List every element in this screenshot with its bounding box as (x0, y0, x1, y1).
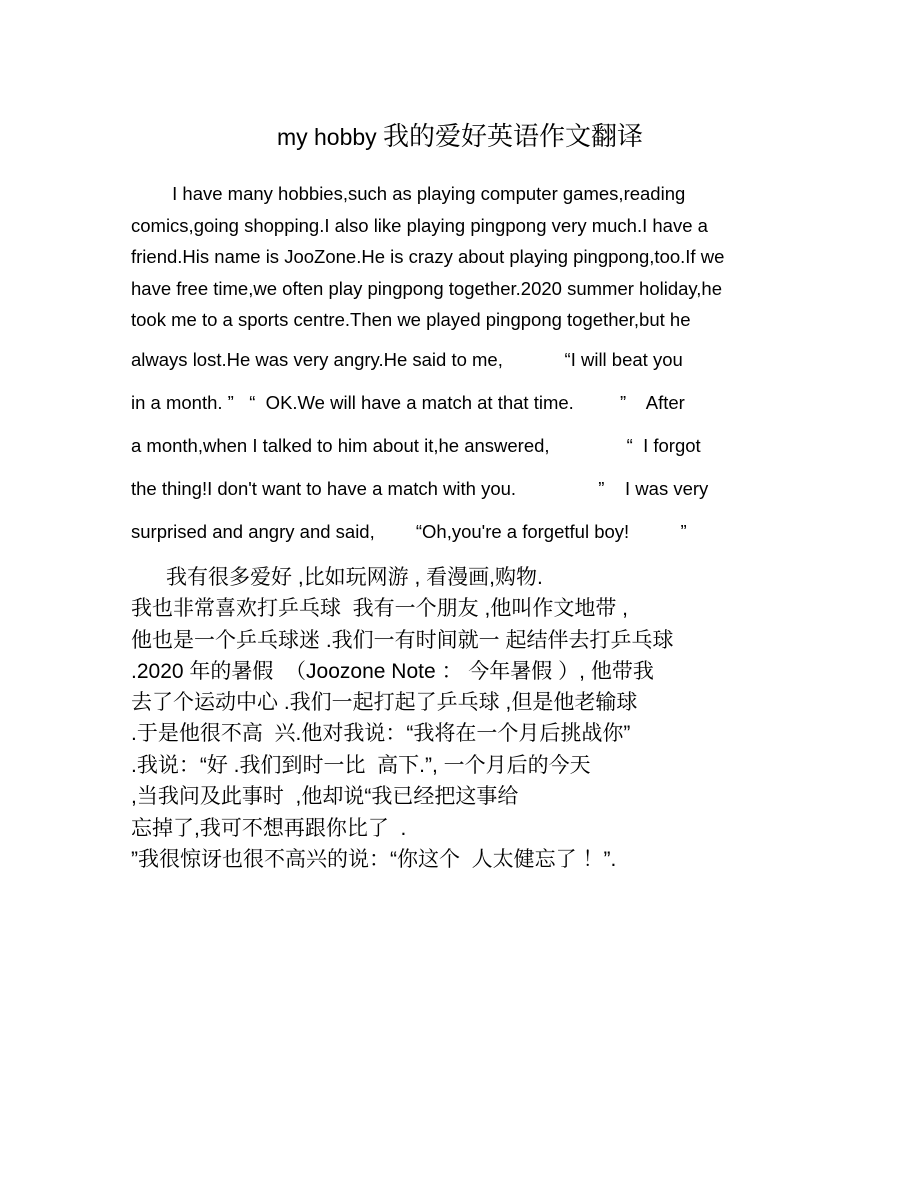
chinese-line: 去了个运动中心 .我们一起打起了乒乓球 ,但是他老输球 (131, 691, 638, 714)
english-line: comics,going shopping.I also like playing pingpong very much.I have a (131, 215, 708, 236)
english-line: in a month. ” “ OK.We will have a match at that time. ” After (131, 392, 685, 413)
english-line: I have many hobbies,such as playing computer games,reading (131, 183, 686, 204)
chinese-line: ”我很惊讶也很不高兴的说：“你这个 人太健忘了 ！”. (131, 848, 617, 871)
english-line: always lost.He was very angry.He said to me, “I will beat you (131, 349, 683, 370)
english-line: a month,when I talked to him about it,he answered, “ I forgot (131, 435, 701, 456)
chinese-line: 我有很多爱好 ,比如玩网游 , 看漫画,购物. (131, 566, 543, 589)
chinese-line: .于是他很不高 兴.他对我说：“我将在一个月后挑战你” (131, 722, 631, 745)
chinese-line: 我也非常喜欢打乒乓球 我有一个朋友 ,他叫作文地带 , (131, 597, 629, 620)
english-line: friend.His name is JooZone.He is crazy about playing pingpong,too.If we (131, 246, 725, 267)
english-line: took me to a sports centre.Then we played pingpong together,but he (131, 309, 691, 330)
title-chinese-part: 我的爱好英语作文翻译 (383, 121, 644, 151)
title-latin-part: my hobby (276, 124, 384, 150)
chinese-line: 他也是一个乒乓球迷 .我们一有时间就一 起结伴去打乒乓球 (131, 629, 674, 652)
chinese-line: .2020 年的暑假 （Joozone Note ： 今年暑假 ）, 他带我 (131, 660, 654, 683)
document-title (0, 116, 920, 157)
english-line: have free time,we often play pingpong together.2020 summer holiday,he (131, 278, 723, 299)
chinese-line: .我说：“好 .我们到时一比 高下.”, 一个月后的今天 (131, 754, 591, 777)
chinese-line: ,当我问及此事时 ,他却说“我已经把这事给 (131, 785, 519, 808)
english-line: surprised and angry and said, “Oh,you're a forgetful boy! ” (131, 521, 687, 542)
english-line: the thing!I don't want to have a match with you. ” I was very (131, 478, 709, 499)
chinese-line: 忘掉了,我可不想再跟你比了 . (131, 817, 407, 840)
